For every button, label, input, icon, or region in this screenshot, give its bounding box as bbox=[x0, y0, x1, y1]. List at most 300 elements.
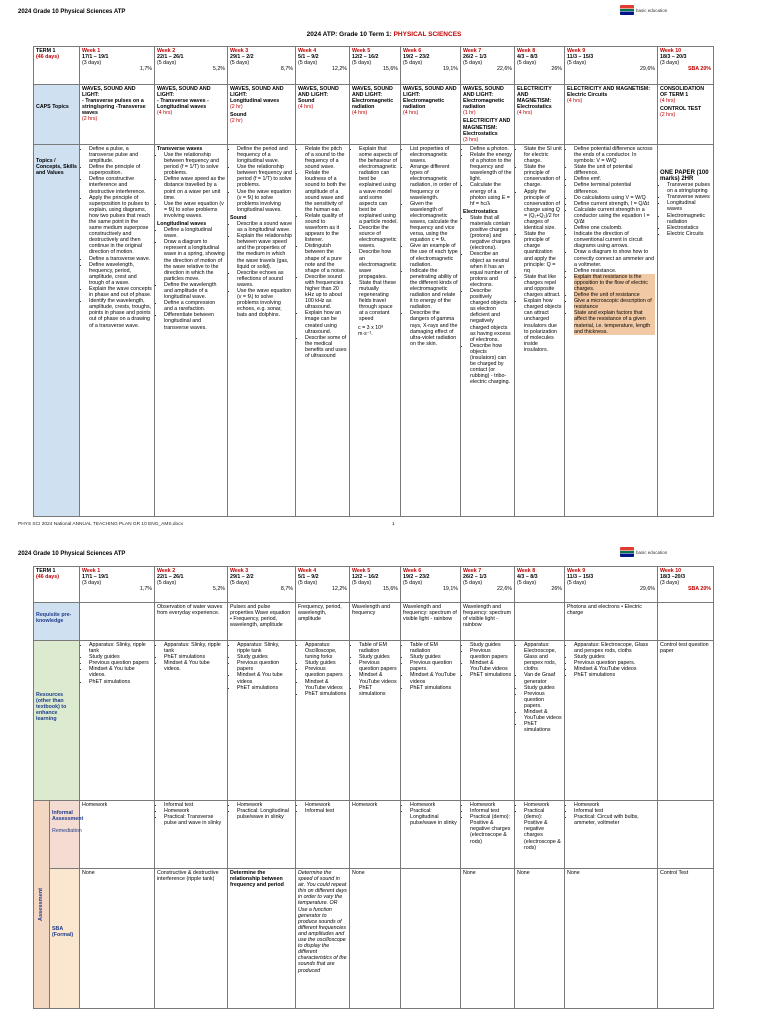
topic-item: • Define a pulse, a transverse pulse and amplitude. bbox=[89, 146, 152, 164]
resource-item: • Previous question papers. bbox=[574, 660, 655, 666]
week-progress-percent: 5,2% bbox=[212, 586, 225, 593]
topics-cell bbox=[296, 144, 350, 516]
topic-item: • Define the wavelength and amplitude of a longitudinal wave. bbox=[164, 282, 225, 300]
week-header bbox=[80, 567, 155, 603]
atp-table-page-2 bbox=[33, 566, 714, 1009]
topic-item: • Describe some of the medical benefits and uses of ultrasound bbox=[305, 335, 347, 359]
topic-item: • Explain the relationship between wave speed and the properties of the medium in which the wave travels (gas, liquid or solid). bbox=[237, 233, 293, 270]
informal-cell bbox=[296, 801, 350, 869]
informal-item: • Informal test bbox=[164, 802, 225, 808]
caps-hours: (4 hrs) bbox=[352, 110, 368, 117]
prereq-cell: Wavelength and frequency: spectrum of visible light - rainbow bbox=[461, 603, 515, 641]
informal-item: • Informal test bbox=[574, 808, 655, 814]
topics-cell bbox=[565, 144, 658, 516]
resource-item: • Apparatus: Electroscope, Glass and perspex rods, cloths bbox=[574, 642, 655, 654]
topic-item: • State that all materials contain positive charges (protons) and negative charges (electrons). bbox=[470, 215, 512, 252]
term-label: TERM 1 bbox=[36, 48, 56, 54]
informal-item: • Practical: Circuit with bulbs, ammeter, voltmeter bbox=[574, 814, 655, 826]
informal-text: Homework bbox=[82, 802, 108, 808]
topic-list bbox=[660, 182, 711, 237]
resource-item: • Table of EM radiation bbox=[410, 642, 458, 654]
topic-item: • Describe positively charged objects as electron deficient and negatively charged objects as having excess of electrons. bbox=[470, 288, 512, 343]
resource-list bbox=[567, 642, 655, 679]
week-header bbox=[461, 567, 515, 603]
coat-of-arms-icon bbox=[620, 5, 634, 15]
caps-hours-2: (2 hrs) bbox=[660, 112, 676, 119]
topic-item: • Calculate the energy of a photon using E = hf = hc/λ bbox=[470, 182, 512, 206]
week-days: (5 days) bbox=[230, 580, 250, 587]
topic-item: • Distinguish between the shape of a pure note and the shape of a noise. bbox=[305, 243, 347, 273]
week-name: Week 6 bbox=[403, 568, 422, 574]
week-dates: 17/1 – 19/1 bbox=[82, 574, 109, 581]
week-days: (5 days) bbox=[517, 60, 537, 67]
resources-cell bbox=[461, 641, 515, 801]
prereq-cell: Wavelength and frequency bbox=[350, 603, 401, 641]
caps-topic-cell bbox=[565, 85, 658, 145]
resource-text: Control test question paper bbox=[660, 642, 709, 655]
week-days: (5 days) bbox=[567, 60, 587, 67]
logo-text: basic education bbox=[636, 549, 668, 555]
topic-item: • Transverse waves bbox=[667, 194, 711, 200]
resource-list bbox=[157, 642, 225, 672]
caps-subtopic: Electrostatics bbox=[517, 104, 552, 111]
caps-topic-title: WAVES, SOUND AND LIGHT: bbox=[298, 86, 339, 99]
remediation-label: Remediation bbox=[52, 828, 82, 835]
resource-item: • Previous question papers. bbox=[524, 691, 562, 709]
week-header bbox=[401, 567, 461, 603]
topic-item: • Define the unit of resistance bbox=[574, 292, 655, 298]
resource-item: • Apparatus: Slinky, ripple tank bbox=[164, 642, 225, 654]
caps-subtopic: - Transverse pulses on a string/spring -Transverse waves bbox=[82, 98, 146, 117]
informal-list bbox=[298, 802, 347, 814]
week-days: (3 days) bbox=[82, 580, 102, 587]
week-days: (5 days) bbox=[403, 60, 423, 67]
week-dates: 11/3 – 15/3 bbox=[567, 54, 594, 61]
week-progress-percent: 29,6% bbox=[639, 586, 655, 593]
caps-topic-title: ELECTRICITY AND MAGNETISM: bbox=[517, 86, 552, 105]
document-title-p2: 2024 Grade 10 Physical Sciences ATP bbox=[18, 551, 126, 557]
prereq-cell bbox=[515, 603, 565, 641]
topic-item: • Describe how objects (insulators) can be charged by contact (or rubbing) - tribo-electric charging. bbox=[470, 343, 512, 386]
week-name: Week 1 bbox=[82, 48, 101, 54]
week-dates: 18/3 –20/3 bbox=[660, 574, 686, 581]
week-header bbox=[565, 47, 658, 85]
sba-cell: Determine the relationship between frequency and period bbox=[228, 869, 296, 1009]
topic-list bbox=[157, 152, 225, 219]
week-header bbox=[515, 47, 565, 85]
topic-item: • Define terminal potential difference. bbox=[574, 182, 655, 194]
topic-item: • State that like charges repel and opposite charges attract. bbox=[524, 274, 562, 298]
caps-hours: (4 hrs) bbox=[157, 110, 173, 117]
informal-item: • Homework bbox=[305, 802, 347, 808]
week-dates: 4/3 – 8/3 bbox=[517, 54, 538, 61]
topic-item: • Apply the principle of superposition to pulses to explain, using diagrams, how two pulses that reach the same point in the same medium superpose constructively and destructively and then continue in the original direction of motion. bbox=[89, 195, 152, 256]
week-header bbox=[658, 567, 714, 603]
topic-item: • Describe the source of electromagnetic waves. bbox=[359, 225, 398, 249]
prereq-cell: Observation of water waves from everyday experience. bbox=[155, 603, 228, 641]
week-name: Week 10 bbox=[660, 568, 682, 574]
caps-hours: (4 hrs) bbox=[403, 110, 419, 117]
topic-item: • Indicate the direction of conventional current in circuit diagrams using arrows. bbox=[574, 231, 655, 249]
topic-item: • Indicate the penetrating ability of the different kinds of electromagnetic radiation and relate it to energy of the radiation. bbox=[410, 268, 458, 311]
row-label: CAPS Topics bbox=[36, 104, 69, 110]
caps-topic-cell bbox=[228, 85, 296, 145]
row-label: Resources (other than textbook) to enhance learning bbox=[36, 692, 67, 723]
topic-list bbox=[298, 146, 347, 359]
topic-item: • Define a compression and a rarefaction. bbox=[164, 300, 225, 312]
caps-subtopic: Sound bbox=[298, 98, 315, 105]
topic-item: • Relate the pitch of a sound to the frequency of a sound wave. bbox=[305, 146, 347, 170]
caps-hours: (4 hrs) bbox=[298, 104, 314, 111]
caps-subtopic: Electric Circuits bbox=[567, 92, 608, 99]
week-name: Week 4 bbox=[298, 48, 317, 54]
week-header-row bbox=[34, 567, 714, 603]
topic-item: • Define resistance. bbox=[574, 268, 655, 274]
topic-item: • Calculate current strength in a conductor using the equation I = Q/Δt bbox=[574, 207, 655, 225]
caps-subtopic-2: ELECTRICITY AND MAGNETISM: Electrostatics bbox=[463, 118, 511, 137]
week-dates: 19/2 – 23/2 bbox=[403, 54, 430, 61]
prereq-cell: Pulses and pulse properties Wave equation • Frequency, period, wavelength, amplitude bbox=[228, 603, 296, 641]
caps-topic-cell bbox=[350, 85, 401, 145]
resource-list bbox=[230, 642, 293, 691]
term-cell bbox=[34, 47, 80, 85]
informal-cell bbox=[401, 801, 461, 869]
resource-item: • Apparatus: Oscilloscope, tuning forks bbox=[305, 642, 347, 660]
term-label: TERM 1 bbox=[36, 568, 56, 574]
topic-item: • Given the wavelength of electromagnetic waves, calculate the frequency and vice versa, using the equation c = fλ. bbox=[410, 201, 458, 244]
topics-cell bbox=[228, 144, 296, 516]
topic-item: • Use the wave equation (v = fλ) to solve problems involving waves. bbox=[164, 201, 225, 219]
resource-item: • Mindset & You tube videos bbox=[237, 672, 293, 684]
week-name: Week 7 bbox=[463, 48, 482, 54]
resource-item: • Study guides bbox=[470, 642, 512, 648]
resource-item: • Previous question papers bbox=[359, 660, 398, 672]
footer-filename: PHYS SCI 2024 National ANNUAL TEACHING PLAN GR 10 ENG_AMS.docx bbox=[18, 522, 184, 527]
resource-list bbox=[352, 642, 398, 697]
prereq-row bbox=[34, 603, 714, 641]
caps-hours: (2 hr) bbox=[230, 104, 243, 111]
resource-item: • Mindset & You tube videos. bbox=[164, 660, 225, 672]
caps-hours: (2 hrs) bbox=[82, 116, 98, 123]
informal-cell bbox=[658, 801, 714, 869]
resource-item: • PhET simulations bbox=[164, 654, 225, 660]
week-days: (5 days) bbox=[298, 60, 318, 67]
week-header bbox=[461, 47, 515, 85]
week-dates: 4/3 – 8/3 bbox=[517, 574, 538, 581]
caps-topics-row bbox=[34, 85, 714, 145]
caps-topic-title: WAVES, SOUND AND LIGHT: bbox=[157, 86, 211, 99]
week-days: (5 days) bbox=[463, 60, 483, 67]
resource-item: • Mindset & You tube videos. bbox=[89, 666, 152, 678]
row-label: Requisite pre-knowledge bbox=[36, 612, 72, 625]
week-header bbox=[296, 567, 350, 603]
week-dates: 11/3 – 15/3 bbox=[567, 574, 594, 581]
week-name: Week 1 bbox=[82, 568, 101, 574]
informal-item: • Homework bbox=[470, 802, 512, 808]
prereq-label bbox=[34, 603, 80, 641]
dbe-logo-p2 bbox=[620, 547, 680, 565]
caps-subtopic: - Transverse waves - Longitudinal waves bbox=[157, 98, 209, 111]
week-header bbox=[155, 567, 228, 603]
topic-item: • State the unit of potential difference. bbox=[574, 164, 655, 176]
topic-item: • Define potential difference across the ends of a conductor. In symbols: V = W/Q bbox=[574, 146, 655, 164]
resource-item: • Previous question papers bbox=[89, 660, 152, 666]
week-days: (5 days) bbox=[352, 580, 372, 587]
caps-topic-cell bbox=[515, 85, 565, 145]
informal-item: • Homework bbox=[237, 802, 293, 808]
logo-text: basic education bbox=[636, 7, 668, 13]
week-name: Week 5 bbox=[352, 568, 371, 574]
informal-item: • Practical (demo): Positive & negative charges (electroscope & rods) bbox=[524, 808, 562, 851]
topic-list bbox=[82, 146, 152, 329]
week-dates: 26/2 – 1/3 bbox=[463, 54, 487, 61]
resources-cell bbox=[401, 641, 461, 801]
week-progress-percent: 19,1% bbox=[442, 66, 458, 73]
week-progress-percent: 5,2% bbox=[212, 66, 225, 73]
week-days: (5 days) bbox=[230, 60, 250, 67]
week-days: (5 days) bbox=[157, 60, 177, 67]
topic-item: • Arrange different types of electromagnetic radiation, in order of frequency or wavelength. bbox=[410, 164, 458, 201]
topics-row bbox=[34, 144, 714, 516]
week-dates: 26/2 – 1/3 bbox=[463, 574, 487, 581]
topics-cell bbox=[401, 144, 461, 516]
informal-cell bbox=[350, 801, 401, 869]
informal-cell bbox=[80, 801, 155, 869]
week-name: Week 3 bbox=[230, 48, 249, 54]
resources-cell bbox=[658, 641, 714, 801]
topic-heading-2: Sound bbox=[230, 214, 247, 221]
caps-subtopic: Electromagnetic radiation bbox=[352, 98, 394, 111]
resource-item: • Study guides bbox=[359, 654, 398, 660]
topic-list bbox=[567, 146, 655, 335]
resource-item: • Mindset & YouTube videos bbox=[410, 672, 458, 684]
topic-item: • Describe the dangers of gamma rays, X-rays and the damaging effect of ultra-violet radiation on the skin. bbox=[410, 310, 458, 347]
term-days: (46 days) bbox=[36, 54, 59, 61]
resource-item: • Study guides bbox=[524, 685, 562, 691]
topic-list bbox=[517, 146, 562, 353]
topic-item: • Define one coulomb. bbox=[574, 225, 655, 231]
resource-item: • Mindset & YouTube videos bbox=[574, 666, 655, 672]
caps-hours-2: (3 hrs) bbox=[463, 136, 479, 143]
caps-hours: (4 hrs) bbox=[567, 98, 583, 105]
week-header bbox=[228, 567, 296, 603]
coat-of-arms-icon bbox=[620, 547, 634, 557]
week-header bbox=[296, 47, 350, 85]
week-days: (3 days) bbox=[660, 580, 680, 587]
topic-heading-2: Longitudinal waves bbox=[157, 220, 207, 227]
topic-item: • Relate the loudness of a sound to both the amplitude of a sound wave and the sensitivity of the human ear. bbox=[305, 170, 347, 213]
week-header bbox=[565, 567, 658, 603]
caps-topic-cell bbox=[296, 85, 350, 145]
atp-table-page-1 bbox=[33, 46, 714, 517]
topic-item: • Define a transverse wave. bbox=[89, 256, 152, 262]
week-name: Week 8 bbox=[517, 48, 536, 54]
week-header bbox=[658, 47, 714, 85]
topic-list-2 bbox=[230, 221, 293, 319]
topic-item: • Identify the wavelength, amplitude, crests, troughs, points in phase and points out of phase on a drawing of a transverse wave. bbox=[89, 298, 152, 328]
informal-cell bbox=[228, 801, 296, 869]
topic-list bbox=[352, 146, 398, 323]
week-header bbox=[515, 567, 565, 603]
sba-cell bbox=[401, 869, 461, 1009]
topic-item: • Define emf. bbox=[574, 176, 655, 182]
topic-heading: Transverse waves bbox=[157, 145, 203, 152]
week-progress-percent: 8,7% bbox=[280, 586, 293, 593]
topic-item: • Draw a diagram to show how to correctly connect an ammeter and a voltmeter. bbox=[574, 249, 655, 267]
week-days: (5 days) bbox=[298, 580, 318, 587]
week-name: Week 2 bbox=[157, 48, 176, 54]
resource-item: • PhET simulations bbox=[359, 685, 398, 697]
week-progress-percent: 1,7% bbox=[139, 66, 152, 73]
topic-item: • Describe sound with frequencies higher than 20 kHz up to about 100 kHz as ultrasound. bbox=[305, 274, 347, 311]
informal-item: • Practical (demo): Positive & negative charges (electroscope & rods) bbox=[470, 814, 512, 844]
week-name: Week 9 bbox=[567, 568, 586, 574]
week-days: (3 days) bbox=[660, 60, 680, 67]
topic-item: • Differentiate between longitudinal and transverse waves. bbox=[164, 312, 225, 330]
resource-item: • PhET simulations bbox=[410, 685, 458, 691]
resource-item: • Van de Graaf generator bbox=[524, 672, 562, 684]
informal-list bbox=[463, 802, 512, 845]
informal-assessment-row bbox=[34, 801, 714, 869]
resource-item: • Study guides bbox=[574, 654, 655, 660]
resource-item: • Apparatus: Slinky, ripple tank bbox=[237, 642, 293, 654]
term-days: (46 days) bbox=[36, 574, 59, 581]
week-name: Week 10 bbox=[660, 48, 682, 54]
resources-row bbox=[34, 641, 714, 801]
informal-item: • Informal test bbox=[305, 808, 347, 814]
topic-item: • Describe a sound wave as a longitudinal wave. bbox=[237, 221, 293, 233]
resources-cell bbox=[80, 641, 155, 801]
resource-item: • Previous question papers bbox=[237, 660, 293, 672]
week-header bbox=[80, 47, 155, 85]
week-progress-percent: 19,1% bbox=[442, 586, 458, 593]
week-progress-percent: SBA 20% bbox=[687, 66, 711, 73]
row-label: Topics / Concepts, Skills and Values bbox=[36, 157, 77, 177]
resources-cell bbox=[228, 641, 296, 801]
resource-item: • Study guides bbox=[410, 654, 458, 660]
topic-item: • State and explain factors that affect the resistance of a given material, i.e. temperature, length and thickness. bbox=[574, 310, 655, 334]
resource-item: • Previous question papers bbox=[305, 666, 347, 678]
topic-item: • Explain the wave concepts in phase and out of phase. bbox=[89, 286, 152, 298]
topic-item: • Relate quality of sound to waveform as it appears to the listener. bbox=[305, 213, 347, 243]
week-progress-percent: 22,6% bbox=[496, 586, 512, 593]
informal-item: • Practical: Longitudinal pulse/wave in slinky bbox=[237, 808, 293, 820]
caps-hours: (4 hrs) bbox=[517, 110, 533, 117]
topic-item: • Longitudinal waves bbox=[667, 200, 711, 212]
assessment-band bbox=[34, 801, 50, 1009]
topic-list bbox=[230, 146, 293, 213]
resource-item: • Table of EM radiation bbox=[359, 642, 398, 654]
atp-heading-subject: PHYSICAL SCIENCES bbox=[393, 31, 462, 38]
week-progress-percent: 1,7% bbox=[139, 586, 152, 593]
topic-item: • Use the relationship between frequency and period (f = 1/T) to solve problems. bbox=[164, 152, 225, 176]
topic-item: • Transverse pulses on a string/spring bbox=[667, 182, 711, 194]
informal-item: • Homework bbox=[574, 802, 655, 808]
sba-cell: None bbox=[565, 869, 658, 1009]
week-days: (5 days) bbox=[157, 580, 177, 587]
week-progress-percent: SBA 20% bbox=[687, 586, 711, 593]
week-header bbox=[350, 567, 401, 603]
sba-label bbox=[50, 869, 80, 1009]
resource-item: • Study guides bbox=[89, 654, 152, 660]
topic-item: • Electric Circuits bbox=[667, 231, 711, 237]
week-dates: 29/1 – 2/2 bbox=[230, 574, 254, 581]
topic-item: • State the principle of charge quantization and apply the principle: Q = nq bbox=[524, 231, 562, 274]
atp-heading bbox=[0, 31, 768, 38]
informal-item: • Homework bbox=[164, 808, 225, 814]
topic-item: • Define current strength, I = Q/Δt bbox=[574, 201, 655, 207]
resource-item: • Mindset & YouTube videos bbox=[359, 672, 398, 684]
informal-label bbox=[50, 801, 84, 869]
caps-topic-title: WAVES, SOUND AND LIGHT: bbox=[82, 86, 136, 99]
week-progress-percent: 29,6% bbox=[639, 66, 655, 73]
resource-item: • Apparatus: Electroscope, Glass and perspex rods, cloths bbox=[524, 642, 562, 672]
resources-label bbox=[34, 641, 80, 801]
resource-item: • PhET simulations bbox=[237, 685, 293, 691]
topic-item: • Explain that resistance is the opposition to the flow of electric charges. bbox=[574, 274, 655, 292]
caps-topic-cell bbox=[155, 85, 228, 145]
caps-subtopic: Electromagnetic radiation bbox=[403, 98, 445, 111]
resource-item: • PhET simulations bbox=[305, 691, 347, 697]
informal-cell bbox=[155, 801, 228, 869]
week-name: Week 4 bbox=[298, 568, 317, 574]
resource-item: • Previous question papers. bbox=[410, 660, 458, 672]
resource-item: • PhET simulations bbox=[470, 672, 512, 678]
week-header-row bbox=[34, 47, 714, 85]
caps-hours-2: (2 hr) bbox=[230, 118, 243, 125]
topics-cell bbox=[350, 144, 401, 516]
sba-cell: None bbox=[350, 869, 401, 1009]
caps-subtopic: Longitudinal waves bbox=[230, 98, 280, 105]
topic-item: • Use the wave equation (v = fλ) to solve problems involving echoes, e.g. sonar, bats and dolphins. bbox=[237, 288, 293, 318]
week-days: (5 days) bbox=[352, 60, 372, 67]
resource-list bbox=[403, 642, 458, 691]
caps-topic-title: WAVES, SOUND AND LIGHT: bbox=[230, 86, 284, 99]
row-label: Informal Assessment bbox=[52, 810, 84, 823]
week-progress-percent: 15,6% bbox=[382, 586, 398, 593]
sba-cell: Determine the speed of sound in air. You could repeat this on different days in order to vary the temperature. OR Use a function generator to produce sounds of different frequencies and amplitudes and use the oscilloscope to display the different characteristics of the sounds that are produced bbox=[296, 869, 350, 1009]
resource-item: • Mindset & YouTube videos bbox=[305, 679, 347, 691]
row-label: SBA (Formal) bbox=[52, 926, 74, 939]
caps-subtopic: Electromagnetic radiation bbox=[463, 98, 505, 111]
topic-item: • Describe an object as neutral when it has an equal number of protons and electrons. bbox=[470, 251, 512, 288]
caps-topic-cell bbox=[80, 85, 155, 145]
topics-cell bbox=[515, 144, 565, 516]
week-days: (5 days) bbox=[517, 580, 537, 587]
caps-subtopic-2: Sound bbox=[230, 112, 247, 119]
caps-topic-title: WAVES, SOUND AND LIGHT: bbox=[463, 86, 504, 99]
resource-item: • Study guides bbox=[305, 660, 347, 666]
informal-list bbox=[157, 802, 225, 826]
topic-item: • Electrostatics bbox=[667, 225, 711, 231]
topic-item: • State the SI unit for electric charge. bbox=[524, 146, 562, 164]
caps-topics-label bbox=[34, 85, 80, 145]
sba-cell: Constructive & destructive interference (ripple tank) bbox=[155, 869, 228, 1009]
topic-item: • Explain that some aspects of the behaviour of electromagnetic radiation can best be explained using a wave model and some aspects can best be explained using a particle model. bbox=[359, 146, 398, 225]
week-dates: 5/1 – 9/2 bbox=[298, 574, 319, 581]
week-dates: 22/1 – 26/1 bbox=[157, 574, 184, 581]
topic-item: • Give a microscopic description of resistance bbox=[574, 298, 655, 310]
caps-topic-cell bbox=[461, 85, 515, 145]
informal-cell bbox=[515, 801, 565, 869]
week-dates: 29/1 – 2/2 bbox=[230, 54, 254, 61]
topic-list bbox=[463, 146, 512, 207]
dbe-logo bbox=[620, 5, 680, 23]
week-dates: 5/1 – 9/2 bbox=[298, 54, 319, 61]
topic-item: • Draw a diagram to represent a longitudinal wave in a spring, showing the direction of motion of the wave relative to the direction in which the particles move. bbox=[164, 239, 225, 282]
week-progress-percent: 12,2% bbox=[331, 66, 347, 73]
week-name: Week 2 bbox=[157, 568, 176, 574]
